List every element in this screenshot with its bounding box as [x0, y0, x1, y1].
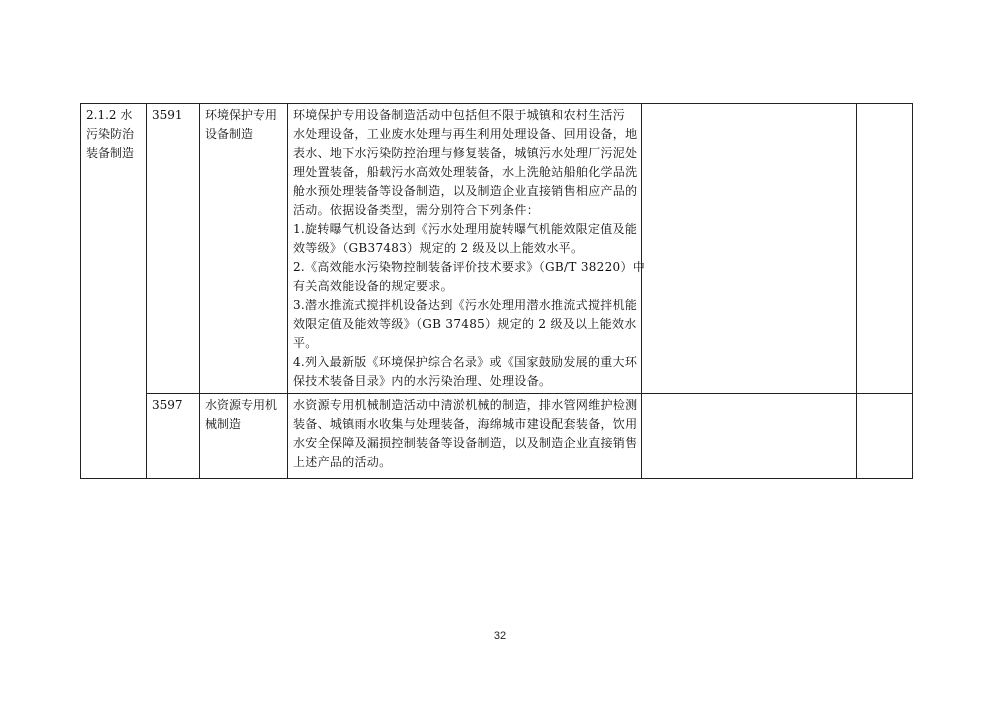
description-line: 3.潜水推流式搅拌机设备达到《污水处理用潜水推流式搅拌机能: [293, 298, 638, 312]
description-line: 水安全保障及漏损控制装备等设备制造，以及制造企业直接销售: [293, 436, 638, 450]
description-line: 理处置装备，船载污水高效处理装备，水上洗舱站船舶化学品洗: [293, 165, 638, 179]
description-line: 活动。依据设备类型，需分别符合下列条件：: [293, 203, 540, 217]
description-line: 水资源专用机械制造活动中清淤机械的制造，排水管网维护检测: [293, 398, 638, 412]
description-cell: [288, 104, 646, 394]
industry-name-cell: [200, 104, 288, 394]
empty-cell: [857, 394, 913, 479]
description-line: 表水、地下水污染防控治理与修复装备，城镇污水处理厂污泥处: [293, 146, 638, 160]
description-line: 保技术装备目录》内的水污染治理、处理设备。: [293, 374, 552, 388]
description-line: 装备、城镇雨水收集与处理装备，海绵城市建设配套装备，饮用: [293, 417, 638, 431]
industry-code-cell: [147, 104, 200, 394]
description-line: 上述产品的活动。: [293, 455, 392, 469]
industry-code-cell: [147, 394, 200, 479]
description-line: 4.列入最新版《环境保护综合名录》或《国家鼓励发展的重大环: [293, 355, 638, 369]
description-line: 效等级》（GB37483）规定的 2 级及以上能效水平。: [293, 241, 584, 255]
description-line: 1.旋转曝气机设备达到《污水处理用旋转曝气机能效限定值及能: [293, 222, 638, 236]
table-row: [81, 394, 913, 479]
industry-code: 3597: [152, 398, 183, 412]
description-line: 2.《高效能水污染物控制装备评价技术要求》（GB/T 38220）中: [293, 260, 646, 274]
industry-name: 水资源专用机械制造: [205, 398, 278, 431]
description-line: 舱水预处理装备等设备制造，以及制造企业直接销售相应产品的: [293, 184, 638, 198]
description-line: 环境保护专用设备制造活动中包括但不限于城镇和农村生活污: [293, 108, 626, 122]
page-number: 32: [493, 630, 507, 642]
industry-name-cell: [200, 394, 288, 479]
description-cell: [288, 394, 642, 479]
description-line: 平。: [293, 336, 318, 350]
category-cell: 2.1.2 水污染防治装备制造: [81, 104, 147, 479]
description-line: 水处理设备，工业废水处理与再生利用处理设备、回用设备，地: [293, 127, 638, 141]
classification-table: [80, 103, 913, 479]
empty-cell: [642, 394, 857, 479]
description-line: 有关高效能设备的规定要求。: [293, 279, 453, 293]
empty-cell: [857, 104, 913, 394]
table-row: [81, 104, 913, 394]
description-line: 效限定值及能效等级》（GB 37485）规定的 2 级及以上能效水: [293, 317, 637, 331]
industry-name: 环境保护专用设备制造: [205, 108, 278, 141]
empty-cell: [642, 104, 857, 394]
industry-code: 3591: [152, 108, 183, 122]
